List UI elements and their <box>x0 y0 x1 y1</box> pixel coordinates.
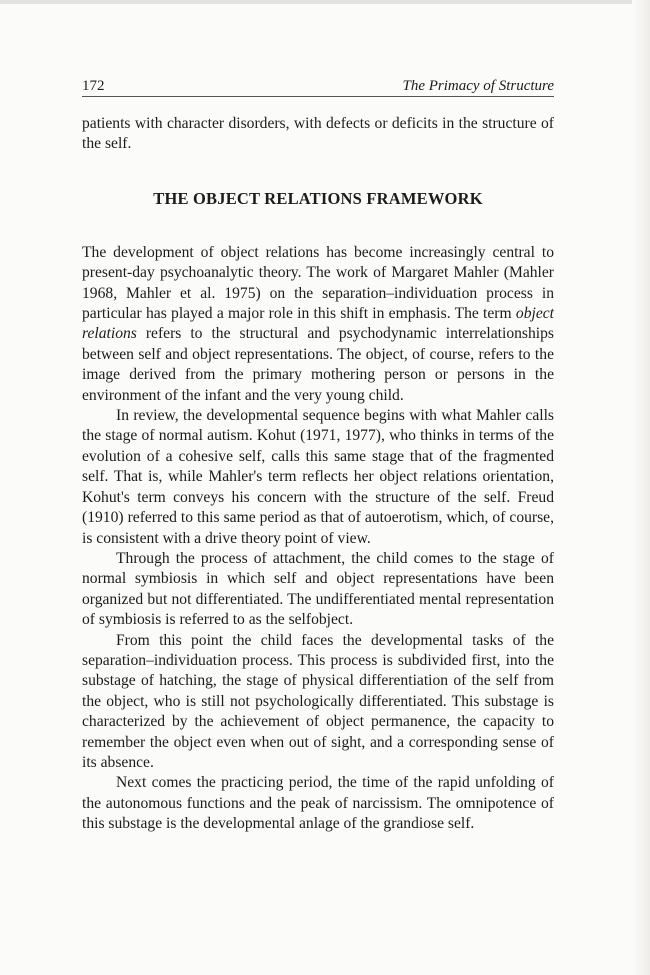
paragraph-text: refers to the structural and psychodynamic interrelationships between self and object representations. The object, of course, refers to the image derived from the primary mothering person or persons in the environment of the infant and the very young child. <box>82 325 554 404</box>
paragraph-separation-individuation: From this point the child faces the developmental tasks of the separation–individuation process. This process is subdivided first, into the substage of hatching, the stage of physical differentiation of the self from the object, who is still not psychologically differentiated. This substage is characterized by the achievement of object permanence, the capacity to remember the object even when out of sight, and a corresponding sense of its absence. <box>82 631 554 771</box>
scan-edge-top <box>0 0 650 4</box>
paragraph-developmental-sequence: In review, the developmental sequence begins with what Mahler calls the stage of normal autism. Kohut (1971, 1977), who thinks in terms of the evolution of a cohesive self, calls this same stage that of the fragmented self. That is, while Mahler's term reflects her object relations orientation, Kohut's term conveys his concern with the structure of the self. Freud (1910) referred to this same period as that of autoerotism, which, of course, is consistent with a drive theory point of view. <box>82 407 554 547</box>
running-title: The Primacy of Structure <box>402 78 554 94</box>
running-head <box>82 76 554 97</box>
section-heading: THE OBJECT RELATIONS FRAMEWORK <box>153 188 483 208</box>
page-number: 172 <box>82 78 105 94</box>
body-text <box>82 114 554 835</box>
paragraph-object-relations-intro <box>82 243 554 406</box>
scan-edge-right <box>632 0 650 975</box>
paragraph-continuation: patients with character disorders, with defects or deficits in the structure of the self. <box>82 115 554 153</box>
emphasized-term: object relations <box>82 305 554 343</box>
paragraph-text: The development of object relations has become increasingly central to present-day psychoanalytic theory. The work of Margaret Mahler (Mahler 1968, Mahler et al. 1975) on the separation–individuation process in particular has played a major role in this shift in emphasis. The term <box>82 243 554 323</box>
paragraph-symbiosis: Through the process of attachment, the child comes to the stage of normal symbiosis in which self and object representations have been organized but not differentiated. The undifferentiated mental representation of symbiosis is referred to as the selfobject. <box>82 549 554 629</box>
paragraph-practicing-period: Next comes the practicing period, the time of the rapid unfolding of the autonomous functions and the peak of narcissism. The omnipotence of this substage is the developmental anlage of the grandiose self. <box>82 774 554 833</box>
